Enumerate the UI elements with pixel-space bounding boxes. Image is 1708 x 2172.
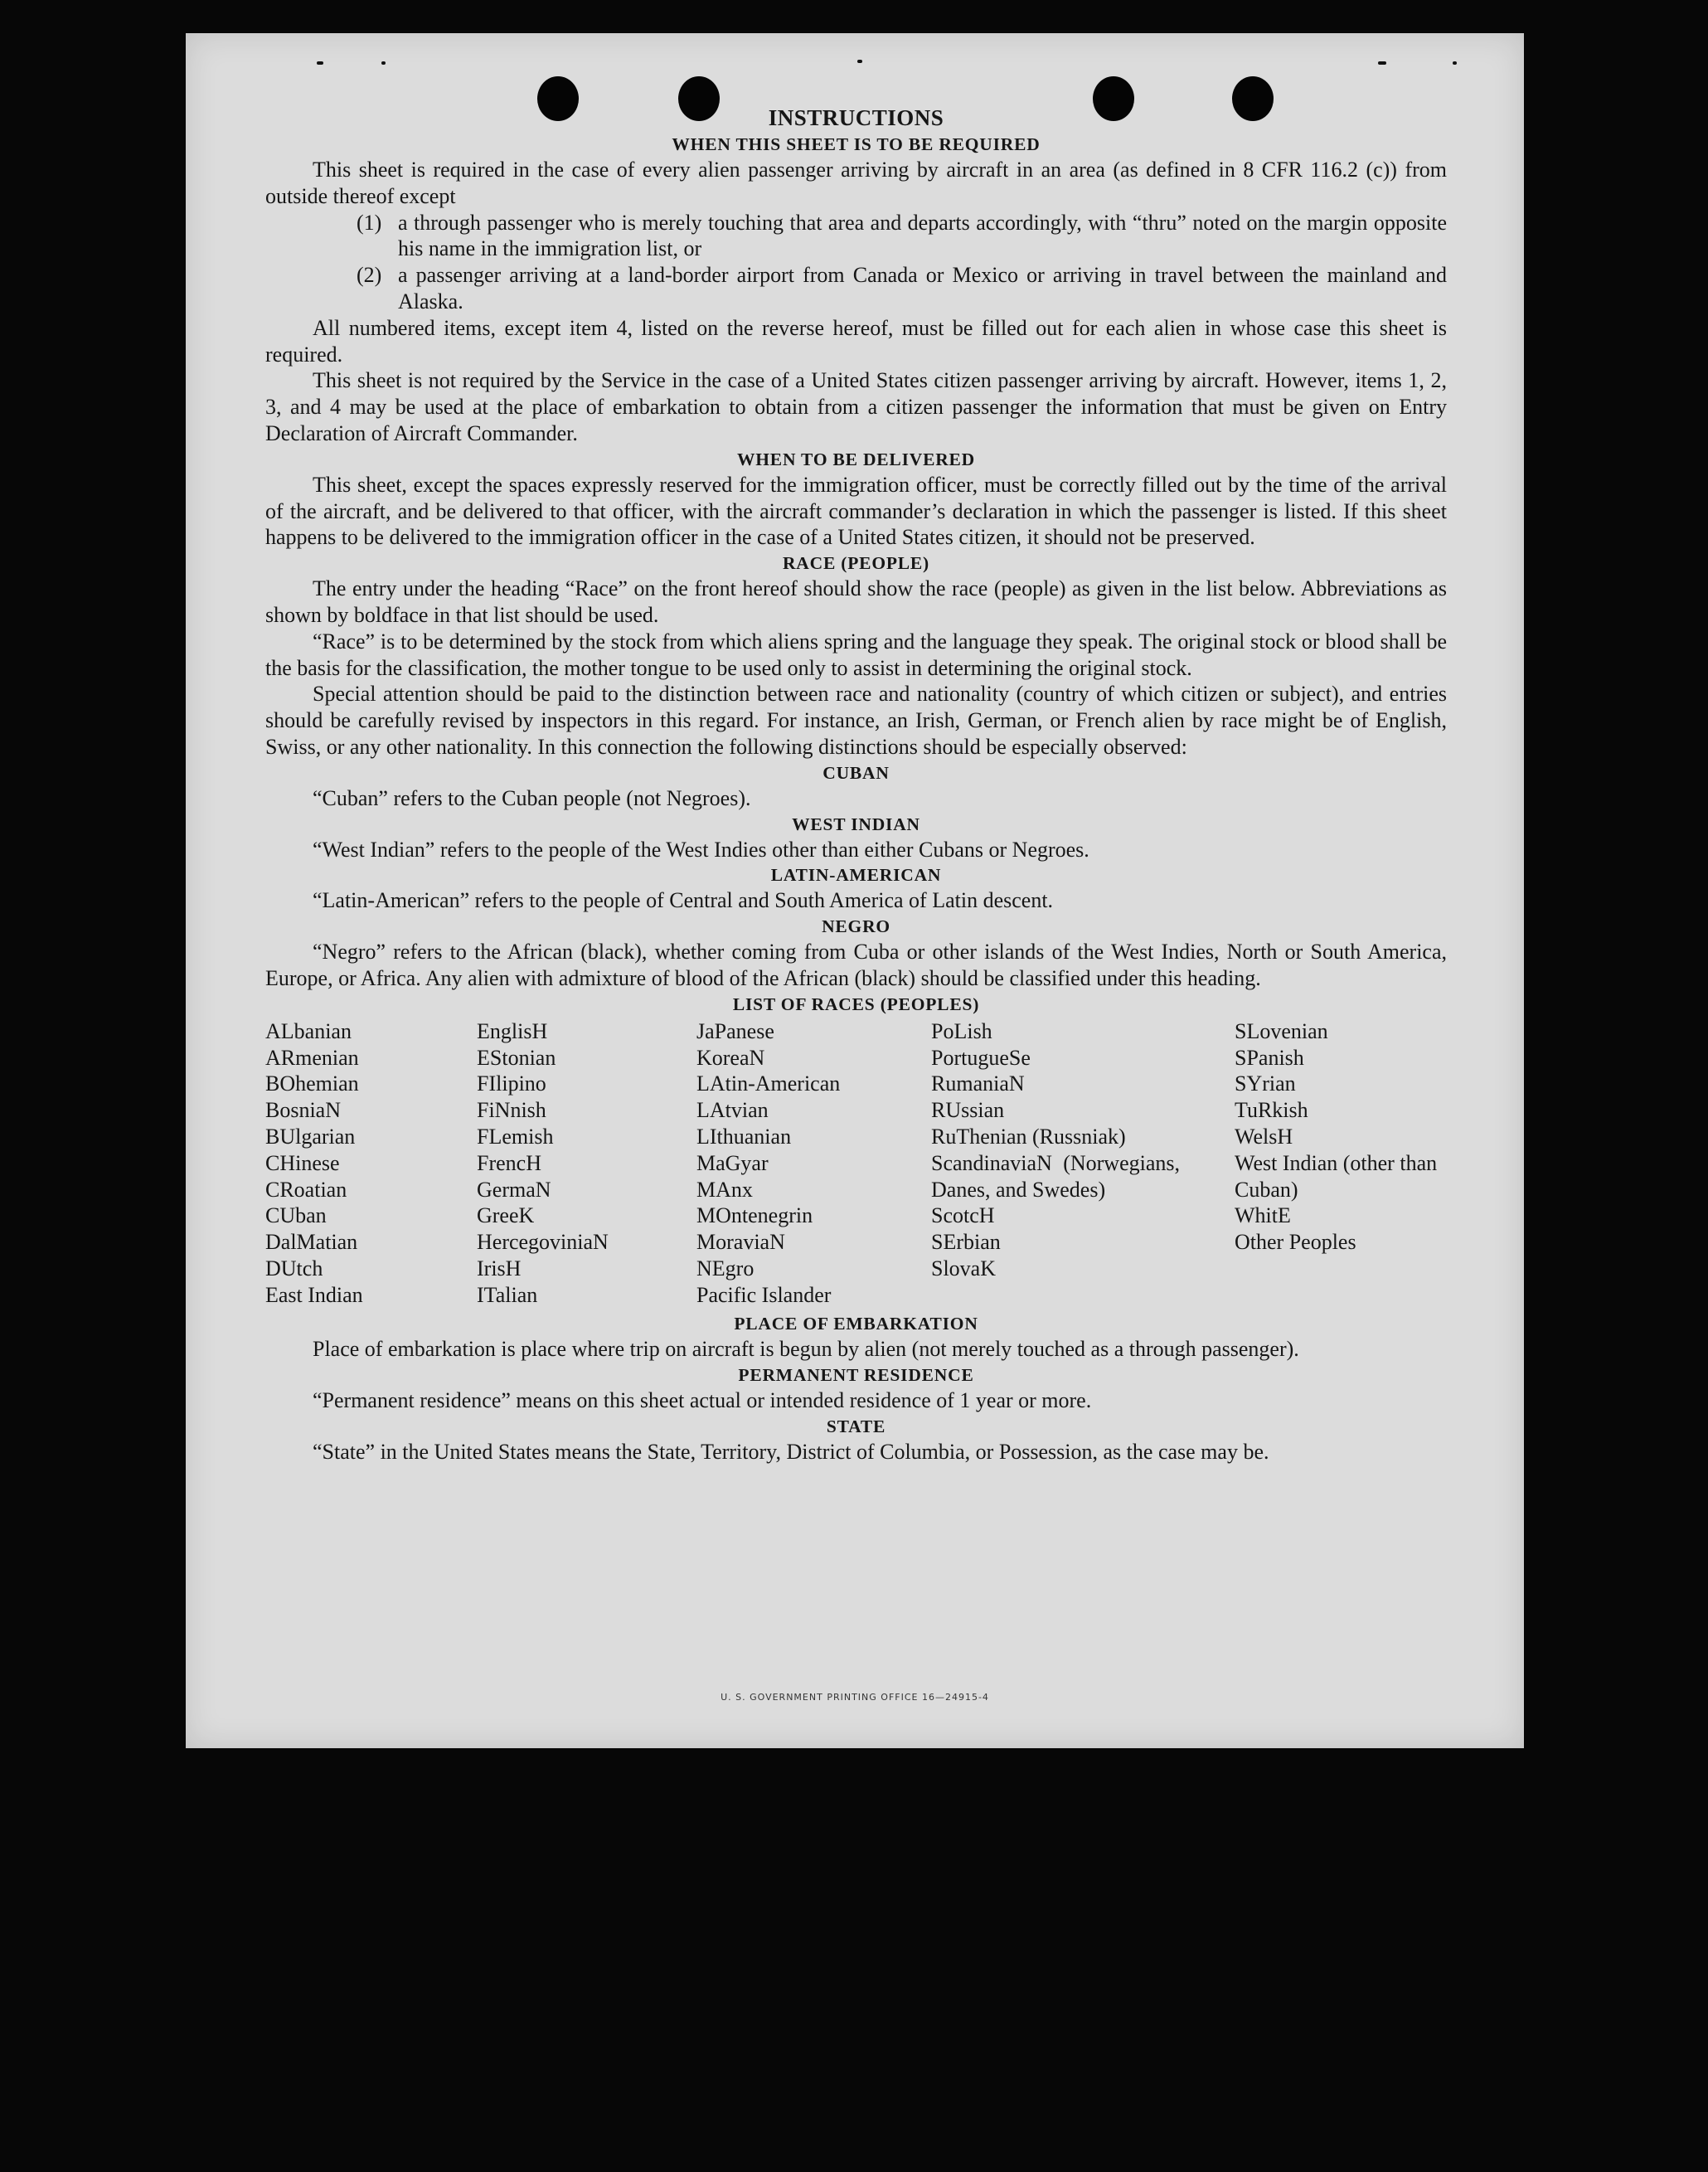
- race-item: BOhemian: [265, 1071, 359, 1096]
- paragraph: This sheet, except the spaces expressly reserved for the immigration officer, must be correctly filled out by the time of the arrival of the aircraft, and be delivered to that officer, with the aircraft commander’s declaration in which the passenger is listed. If this sheet happens to be delivered to the immigration officer in the case of a United States citizen, it should not be preserved.: [265, 472, 1447, 550]
- race-item: CUban: [265, 1203, 327, 1228]
- race-item: MAnx: [696, 1177, 753, 1202]
- heading-west-indian: WEST INDIAN: [792, 814, 920, 834]
- race-column: [477, 1018, 696, 1309]
- race-column: [931, 1018, 1235, 1309]
- heading-when-delivered: WHEN TO BE DELIVERED: [736, 449, 976, 469]
- race-item: DUtch: [265, 1256, 323, 1280]
- race-item: GermaN: [477, 1177, 551, 1202]
- heading-latin-american: LATIN-AMERICAN: [770, 865, 942, 886]
- paragraph: All numbered items, except item 4, listed on the reverse hereof, must be filled out for each alien in whose case this sheet is required.: [265, 315, 1447, 367]
- race-item: SErbian: [931, 1230, 1001, 1255]
- race-item: MaGyar: [696, 1150, 769, 1175]
- race-item: MOntenegrin: [696, 1203, 813, 1228]
- paragraph: This sheet is required in the case of every alien passenger arriving by aircraft in an area (as defined in 8 CFR 116.2 (c)) from outside thereof except: [265, 158, 1447, 208]
- race-item: Pacific Islander: [696, 1282, 832, 1307]
- list-text: a through passenger who is merely touching that area and departs accordingly, with “thru” noted on the margin opposite his name in the immigration list, or: [398, 210, 1447, 261]
- race-item: RUssian: [931, 1098, 1005, 1123]
- paragraph: “Negro” refers to the African (black), whether coming from Cuba or other islands of the West Indies, North or South America, Europe, or Africa. Any alien with admixture of blood of the African (black) should be classified under this heading.: [265, 940, 1447, 990]
- heading-permanent-residence: PERMANENT RESIDENCE: [738, 1365, 974, 1386]
- speck: [381, 61, 386, 65]
- race-item: FiNnish: [477, 1098, 546, 1123]
- heading-state: STATE: [826, 1416, 886, 1437]
- paragraph: Place of embarkation is place where trip on aircraft is begun by alien (not merely touched as a through passenger).: [313, 1337, 1299, 1362]
- printing-office-footer: U. S. GOVERNMENT PRINTING OFFICE 16—24915-4: [721, 1692, 989, 1703]
- heading-list-of-races: LIST OF RACES (PEOPLES): [732, 994, 980, 1014]
- race-item: PoLish: [931, 1018, 992, 1043]
- race-item: West Indian (other than Cuban): [1235, 1150, 1438, 1202]
- race-column: [1235, 1018, 1447, 1309]
- race-item: MoraviaN: [696, 1230, 785, 1255]
- race-item: KoreaN: [696, 1045, 765, 1070]
- speck: [317, 61, 323, 65]
- instructions-body: [265, 104, 1447, 1465]
- race-item: East Indian: [265, 1282, 363, 1307]
- race-item: ScotcH: [931, 1203, 995, 1228]
- race-item: LAtvian: [696, 1098, 769, 1123]
- instruction-sheet: [186, 33, 1524, 1748]
- race-item: JaPanese: [696, 1018, 774, 1043]
- list-item: [357, 262, 1447, 315]
- list-item: [357, 210, 1447, 263]
- heading-cuban: CUBAN: [822, 762, 890, 783]
- race-item: ScandinaviaN (Norwegians, Danes, and Swedes): [931, 1150, 1180, 1202]
- speck: [857, 60, 862, 63]
- race-item: PortugueSe: [931, 1045, 1031, 1070]
- speck: [1453, 61, 1457, 65]
- heading-race: RACE (PEOPLE): [782, 553, 930, 574]
- race-item: WhitE: [1235, 1203, 1291, 1228]
- race-item: RumaniaN: [931, 1071, 1025, 1096]
- race-list: [265, 1018, 1447, 1309]
- race-item: EStonian: [477, 1045, 556, 1070]
- paragraph: “Race” is to be determined by the stock from which aliens spring and the language they speak. The original stock or blood shall be the basis for the classification, the mother tongue to be used only to assist in determining the original stock.: [265, 629, 1447, 680]
- list-text: a passenger arriving at a land-border airport from Canada or Mexico or arriving in travel between the mainland and Alaska.: [398, 263, 1447, 313]
- paragraph: “Cuban” refers to the Cuban people (not Negroes).: [313, 785, 751, 810]
- race-column: [265, 1018, 477, 1309]
- race-item: DalMatian: [265, 1230, 358, 1255]
- race-item: Other Peoples: [1235, 1230, 1356, 1255]
- race-item: ALbanian: [265, 1018, 352, 1043]
- race-item: IrisH: [477, 1256, 522, 1280]
- race-item: HercegoviniaN: [477, 1230, 609, 1255]
- heading-negro: NEGRO: [822, 916, 890, 937]
- paragraph: “Permanent residence” means on this sheet actual or intended residence of 1 year or more.: [313, 1388, 1092, 1413]
- list-number: (1): [357, 210, 382, 235]
- race-item: SYrian: [1235, 1071, 1296, 1096]
- race-item: ARmenian: [265, 1045, 359, 1070]
- race-item: FLemish: [477, 1124, 554, 1149]
- race-item: TuRkish: [1235, 1098, 1308, 1123]
- page-title: INSTRUCTIONS: [768, 105, 944, 130]
- race-column: [696, 1018, 931, 1309]
- race-item: GreeK: [477, 1203, 535, 1228]
- race-item: FIlipino: [477, 1071, 546, 1096]
- race-item: NEgro: [696, 1256, 755, 1280]
- paragraph: Special attention should be paid to the distinction between race and nationality (country of which citizen or subject), and entries should be carefully revised by inspectors in this regard. For instance, an Irish, German, or French alien by race might be of English, Swiss, or any other nationality. In this connection the following distinctions should be especially observed:: [265, 682, 1447, 759]
- race-item: SLovenian: [1235, 1018, 1328, 1043]
- race-item: BUlgarian: [265, 1124, 356, 1149]
- speck: [1378, 61, 1386, 65]
- paragraph: “State” in the United States means the State, Territory, District of Columbia, or Possession, as the case may be.: [313, 1440, 1269, 1465]
- race-item: LIthuanian: [696, 1124, 792, 1149]
- race-item: ITalian: [477, 1282, 538, 1307]
- list-number: (2): [357, 263, 382, 288]
- race-item: RuThenian (Russniak): [931, 1124, 1126, 1149]
- heading-when-required: WHEN THIS SHEET IS TO BE REQUIRED: [672, 134, 1041, 154]
- race-item: LAtin-American: [696, 1071, 841, 1096]
- race-item: SPanish: [1235, 1045, 1304, 1070]
- race-item: FrencH: [477, 1150, 541, 1175]
- race-item: EnglisH: [477, 1018, 548, 1043]
- race-item: BosniaN: [265, 1098, 341, 1123]
- paragraph: The entry under the heading “Race” on the front hereof should show the race (people) as given in the list below. Abbreviations as shown by boldface in that list should be used.: [265, 576, 1447, 627]
- race-item: SlovaK: [931, 1256, 996, 1280]
- race-item: CHinese: [265, 1150, 340, 1175]
- paragraph: “West Indian” refers to the people of the West Indies other than either Cubans or Negroes.: [313, 837, 1089, 862]
- paragraph: This sheet is not required by the Service in the case of a United States citizen passenger arriving by aircraft. However, items 1, 2, 3, and 4 may be used at the place of embarkation to obtain from a citizen passenger the information that must be given on Entry Declaration of Aircraft Commander.: [265, 368, 1447, 445]
- heading-embarkation: PLACE OF EMBARKATION: [734, 1314, 978, 1334]
- race-item: WelsH: [1235, 1124, 1293, 1149]
- paragraph: “Latin-American” refers to the people of Central and South America of Latin descent.: [313, 888, 1054, 913]
- race-item: CRoatian: [265, 1177, 347, 1202]
